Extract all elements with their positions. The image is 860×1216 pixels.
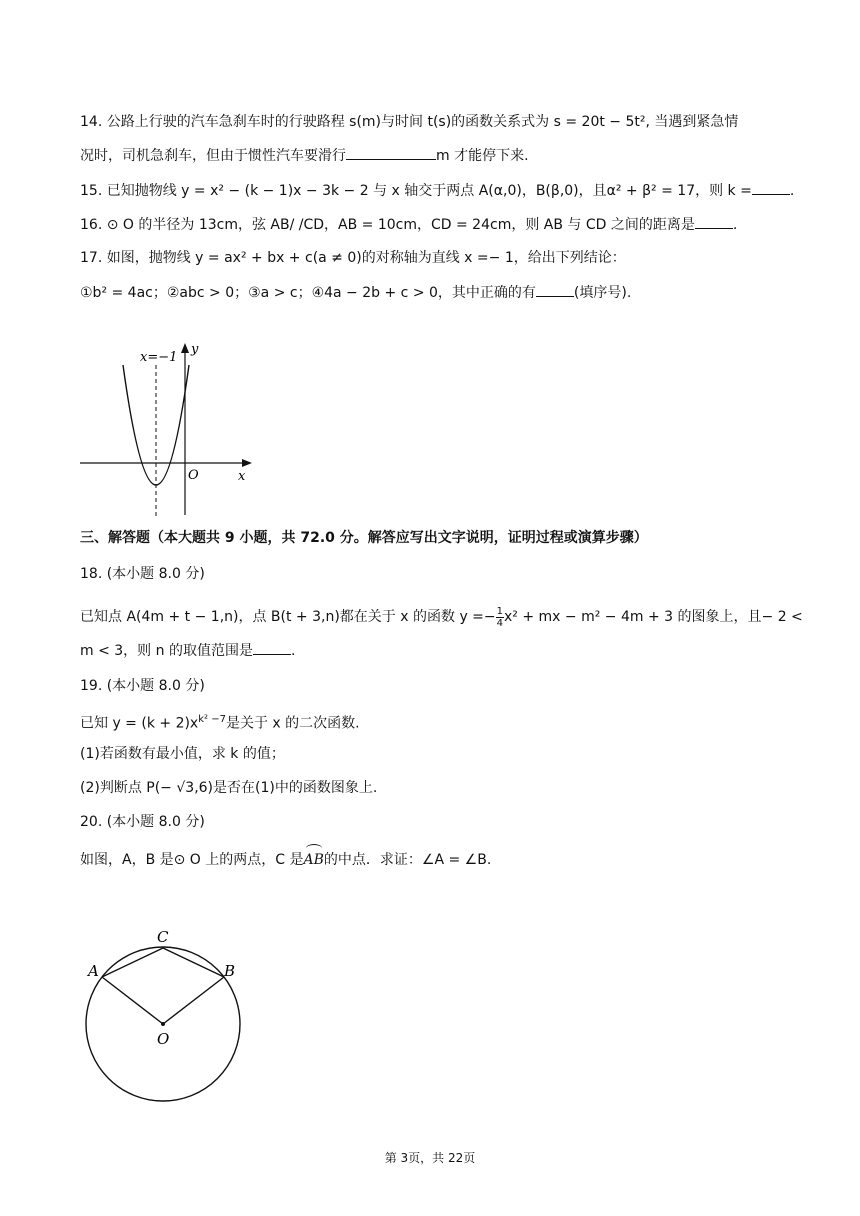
q16-line	[80, 214, 780, 235]
page-number: 第 3页，共 22页	[384, 1151, 476, 1165]
q17-line1	[80, 248, 780, 268]
q18-fraction-denominator: 4	[496, 617, 504, 629]
q19-line3	[80, 778, 780, 798]
q19-head	[80, 676, 780, 696]
q15-line	[80, 180, 795, 201]
radius-ob	[163, 977, 224, 1024]
q18-end: .	[290, 643, 296, 659]
q20-text-a: 如图，A，B 是⊙ O 上的两点，C 是	[80, 852, 304, 868]
origin-label: O	[188, 468, 199, 483]
q14-line1	[80, 112, 780, 132]
q20-arc	[304, 850, 324, 870]
q14-text-b: m 才能停下来.	[436, 148, 529, 164]
q17-suffix: (填序号).	[573, 285, 632, 301]
section-3-heading	[80, 528, 780, 548]
point-b-label: B	[224, 962, 236, 980]
q19-part1: (1)若函数有最小值，求 k 的值；	[80, 746, 285, 762]
q18-text-b: x² + mx − m² − 4m + 3 的图象上，且− 2 <	[504, 609, 803, 625]
q19-text-a: 已知 y = (k + 2)x	[80, 715, 199, 732]
q16-text: 16. ⊙ O 的半径为 13cm，弦 AB/ /CD，AB = 10cm，CD = 24cm，则 AB 与 CD 之间的距离是	[80, 217, 695, 233]
q19-line2	[80, 744, 780, 764]
q18-text-a: 已知点 A(4m + t − 1,n)，点 B(t + 3,n)都在关于 x 的函数 y =−	[80, 609, 496, 625]
q20-head-text: 20. (本小题 8.0 分)	[80, 814, 205, 830]
q18-line1	[80, 604, 803, 630]
y-axis-label: y	[191, 342, 199, 357]
point-a-label: A	[88, 962, 99, 980]
x-axis-label: x	[238, 469, 246, 484]
q14-text-a: 况时，司机急刹车，但由于惯性汽车要滑行	[80, 148, 346, 164]
q19-head-text: 19. (本小题 8.0 分)	[80, 678, 205, 694]
q16-answer-blank[interactable]	[695, 214, 733, 229]
q15-answer-blank[interactable]	[752, 180, 790, 195]
q18-fraction-numerator: 1	[496, 605, 504, 617]
q18-text-c: m < 3，则 n 的取值范围是	[80, 643, 253, 659]
radius-oa	[102, 977, 163, 1024]
q18-head	[80, 564, 780, 584]
q14-line2	[80, 145, 780, 166]
symmetry-axis-label: x=−1	[140, 350, 178, 365]
q18-fraction	[496, 606, 504, 629]
y-axis-arrow	[181, 343, 189, 353]
arc-mark	[306, 844, 322, 853]
center-o-label: O	[157, 1030, 170, 1048]
q18-answer-blank[interactable]	[253, 640, 291, 655]
q15-text: 15. 已知抛物线 y = x² − (k − 1)x − 3k − 2 与 x 轴交于两点 A(α,0)，B(β,0)，且α² + β² = 17，则 k =	[80, 183, 752, 199]
q17-options: ①b² = 4ac；②abc > 0；③a > c；④4a − 2b + c > 0，其中正确的有	[80, 285, 536, 301]
q14-text: 14. 公路上行驶的汽车急刹车时的行驶路程 s(m)与时间 t(s)的函数关系式为 s = 20t − 5t², 当遇到紧急情	[80, 114, 739, 130]
chord-cb	[163, 948, 224, 977]
q15-end: .	[789, 183, 795, 199]
chord-ca	[102, 948, 163, 977]
page-footer	[0, 1149, 860, 1166]
q14-answer-blank[interactable]	[346, 145, 436, 160]
q20-text-b: 的中点．求证：∠A = ∠B.	[323, 852, 492, 868]
q19-text-b: 是关于 x 的二次函数.	[225, 715, 360, 732]
q17-text: 17. 如图，抛物线 y = ax² + bx + c(a ≠ 0)的对称轴为直线 x =− 1，给出下列结论：	[80, 250, 626, 266]
q19-exponent: k² −7	[198, 714, 226, 725]
circle-figure	[78, 920, 258, 1120]
q16-end: .	[732, 217, 738, 233]
q18-line2	[80, 640, 780, 661]
center-dot	[161, 1022, 165, 1026]
point-c-label: C	[157, 928, 169, 946]
q20-head	[80, 812, 780, 832]
q19-part2: (2)判断点 P(− √3,6)是否在(1)中的函数图象上.	[80, 780, 378, 796]
q20-arc-label: AB	[303, 852, 324, 868]
q20-line1	[80, 850, 780, 870]
q19-line1	[80, 710, 780, 734]
q17-line2	[80, 282, 780, 303]
x-axis-arrow	[242, 459, 252, 467]
q17-answer-blank[interactable]	[536, 282, 574, 297]
section-3-text: 三、解答题（本大题共 9 小题，共 72.0 分。解答应写出文字说明，证明过程或演算步骤）	[80, 530, 648, 546]
q18-head-text: 18. (本小题 8.0 分)	[80, 566, 205, 582]
parabola-figure	[70, 335, 270, 525]
